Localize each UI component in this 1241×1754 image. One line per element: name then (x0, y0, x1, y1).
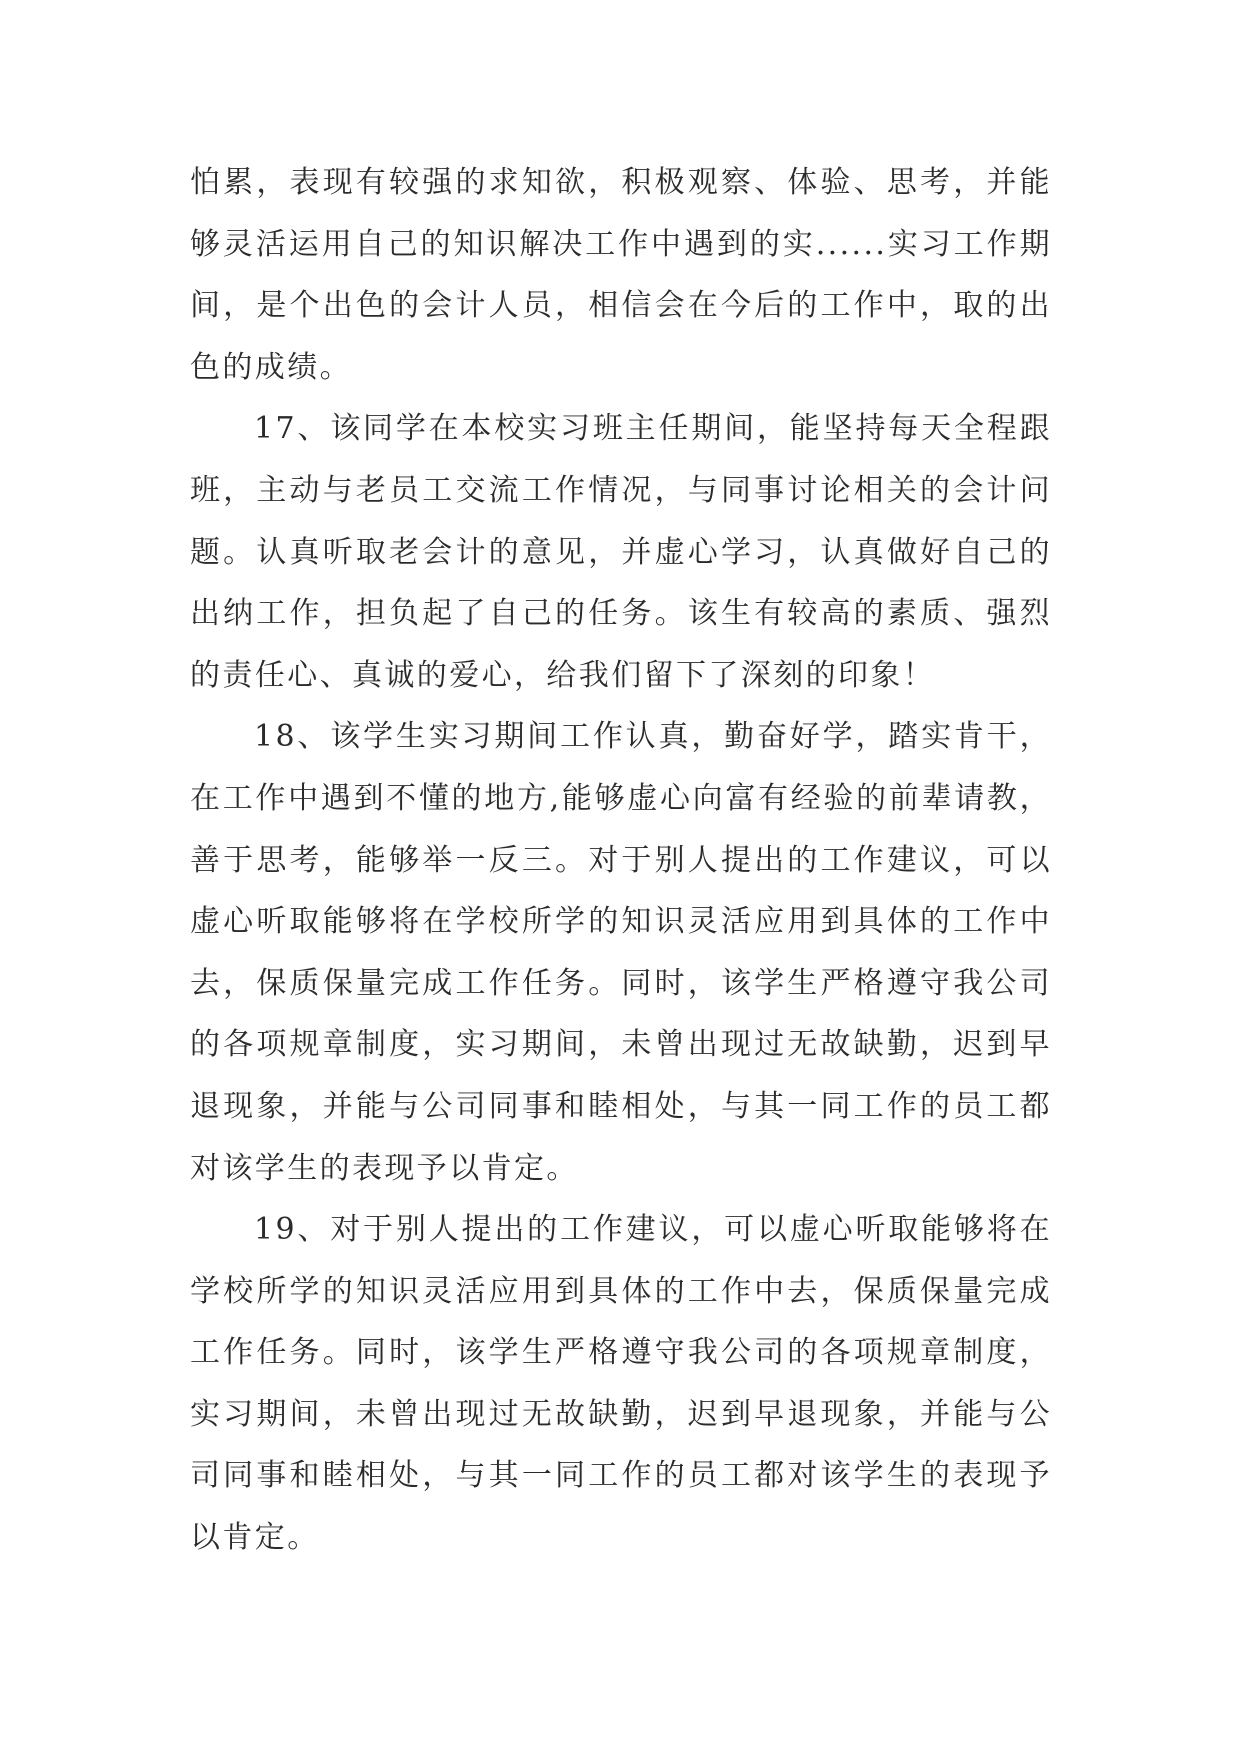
paragraph-continuation: 怕累，表现有较强的求知欲，积极观察、体验、思考，并能够灵活运用自己的知识解决工作中遇到的实......实习工作期间，是个出色的会计人员，相信会在今后的工作中，取的出色的成绩。 (190, 165, 1052, 385)
paragraph-17: 17、该同学在本校实习班主任期间，能坚持每天全程跟班，主动与老员工交流工作情况，与同事讨论相关的会计问题。认真听取老会计的意见，并虚心学习，认真做好自己的出纳工作，担负起了自己的任务。该生有较高的素质、强烈的责任心、真诚的爱心，给我们留下了深刻的印象！ (190, 411, 1052, 693)
paragraph-19: 19、对于别人提出的工作建议，可以虚心听取能够将在学校所学的知识灵活应用到具体的工作中去，保质保量完成工作任务。同时，该学生严格遵守我公司的各项规章制度，实习期间，未曾出现过无故缺勤，迟到早退现象，并能与公司同事和睦相处，与其一同工作的员工都对该学生的表现予以肯定。 (190, 1212, 1052, 1556)
paragraph-18: 18、该学生实习期间工作认真，勤奋好学，踏实肯干，在工作中遇到不懂的地方,能够虚心向富有经验的前辈请教，善于思考，能够举一反三。对于别人提出的工作建议，可以虚心听取能够将在学校所学的知识灵活应用到具体的工作中去，保质保量完成工作任务。同时，该学生严格遵守我公司的各项规章制度，实习期间，未曾出现过无故缺勤，迟到早退现象，并能与公司同事和睦相处，与其一同工作的员工都对该学生的表现予以肯定。 (190, 719, 1052, 1186)
document-body (190, 152, 1052, 1569)
